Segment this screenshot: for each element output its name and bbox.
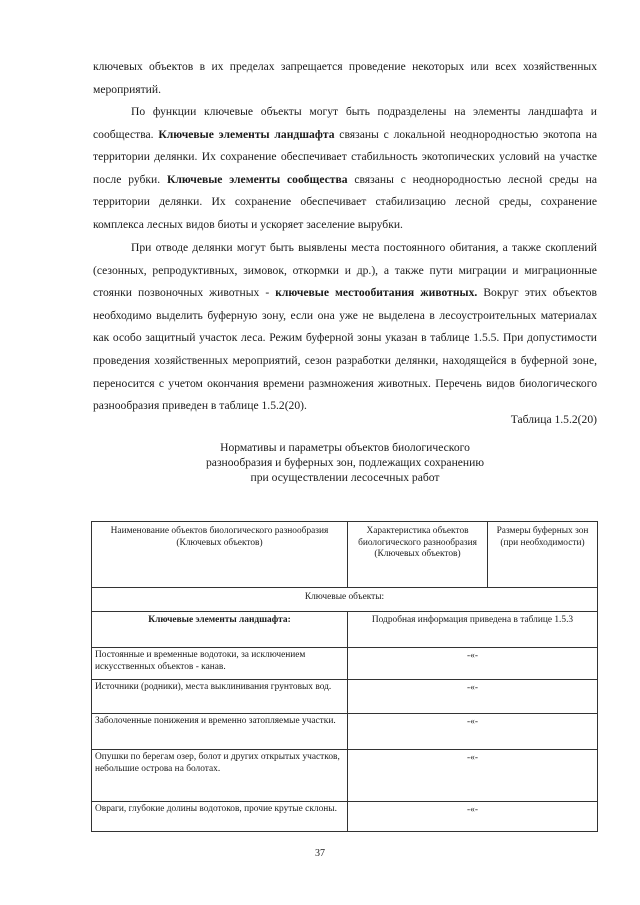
table-row [92,714,598,750]
term-community-elements: Ключевые элементы сообщества [166,172,348,186]
table-row [92,802,598,832]
table-row [92,750,598,802]
table-row [92,680,598,714]
header-buffer-size: Размеры буферных зон (при необходимости) [488,522,598,588]
group-label: Ключевые элементы ландшафта: [92,612,348,648]
row-object-name: Овраги, глубокие долины водотоков, прочие крутые склоны. [92,802,348,832]
header-object-characteristic: Характеристика объектов биологического разнообразия (Ключевых объектов) [348,522,488,588]
row-object-name: Источники (родники), места выклинивания грунтовых вод. [92,680,348,714]
table-number-label: Таблица 1.5.2(20) [510,413,597,426]
page-number: 37 [315,848,325,859]
row-value: -«- [348,680,598,714]
row-value: -«- [348,802,598,832]
biodiversity-table [91,521,598,832]
table-title: Нормативы и параметры объектов биологического разнообразия и буферных зон, подлежащих сохранению при осуществлении лесосечных работ [206,441,484,484]
paragraph-animal-habitats: При отводе делянки могут быть выявлены места постоянного обитания, а также скоплений (сезонных, репродуктивных, зимовок, откормки и др.), а также пути миграции и миграционные стоянки позвоночных животных - ключевые местообитания животных. Вокруг этих объектов необходимо выделить буферную зону, если она уже не выделена в лесоустроительных материалах как особо защитный участок леса. Режим буферной зоны указан в таблице 1.5.5. При допустимости проведения хозяйственных мероприятий, сезон разработки делянки, находящейся в буферной зоне, переносится с учетом окончания времени размножения животных. Перечень видов биологического разнообразия приведен в таблице 1.5.2(20). [93,241,597,413]
table-header-row [92,522,598,588]
row-object-name: Заболоченные понижения и временно затопляемые участки. [92,714,348,750]
paragraph-continuation: ключевых объектов в их пределах запрещается проведение некоторых или всех хозяйственных мероприятий. [93,60,597,96]
table-row [92,648,598,680]
term-animal-habitats: ключевые местообитания животных. [275,286,478,300]
row-object-name: Постоянные и временные водотоки, за исключением искусственных объектов - канав. [92,648,348,680]
section-title: Ключевые объекты: [92,588,598,612]
row-value: -«- [348,714,598,750]
row-object-name: Опушки по берегам озер, болот и других открытых участков, небольшие острова на болотах. [92,750,348,802]
group-info: Подробная информация приведена в таблице 1.5.3 [348,612,598,648]
table-group-row [92,612,598,648]
paragraph-key-elements: По функции ключевые объекты могут быть подразделены на элементы ландшафта и сообщества. Ключевые элементы ландшафта связаны с локальной неоднородностью экотопа на территории делянки. Их сохранение обеспечивает стабильность экотопических условий на участке после рубки. Ключевые элементы сообщества связаны с неоднородностью лесной среды на территории делянки. Их сохранение обеспечивает стабилизацию лесной среды, сохранение комплекса лесных видов биоты и ускоряет заселение вырубки. [93,105,598,231]
term-landscape-elements: Ключевые элементы ландшафта [158,127,335,141]
table-section-row [92,588,598,612]
header-object-name: Наименование объектов биологического разнообразия (Ключевых объектов) [92,522,348,588]
row-value: -«- [348,648,598,680]
row-value: -«- [348,750,598,802]
